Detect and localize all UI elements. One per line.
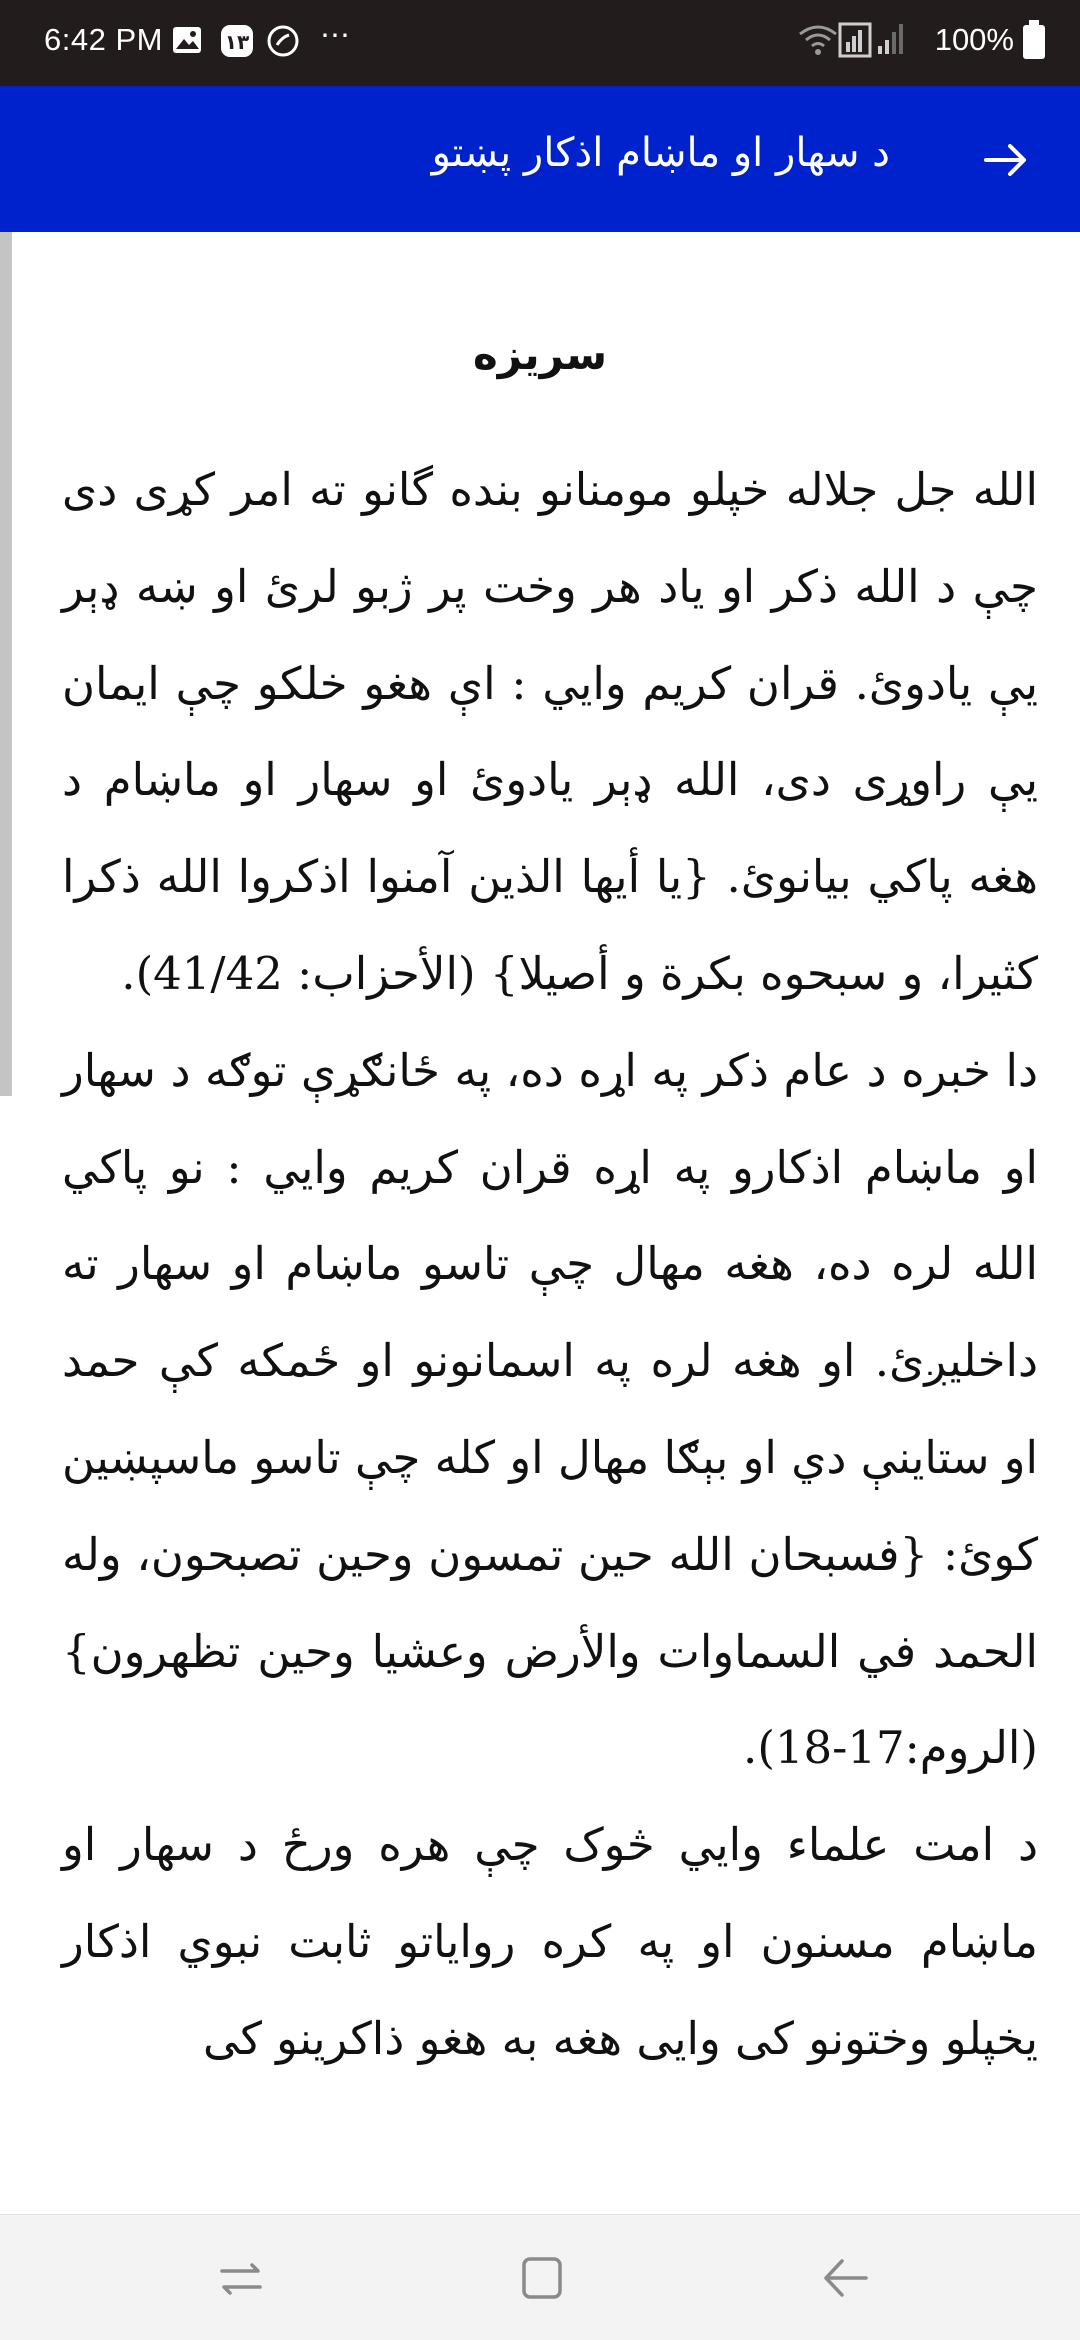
status-time: 6:42 PM: [44, 22, 163, 57]
paragraph: الله جل جلاله خپلو مومنانو بنده گانو ته امر کړی دی چې د الله ذکر او یاد هر وخت پر ژبو لرئ او ښه ډېر یې یادوئ. قران کریم وایي : اې هغو خلکو چې ایمان یې راوړی دی، الله ډېر یادوئ او سهار او ماښام د هغه پاکي بیانوئ. {یا أیها الذین آمنوا اذکروا الله ذکرا کثیرا، و سبحوه بکرة و أصیلا} (الأحزاب: 41/42).: [62, 463, 1038, 1000]
article-content[interactable]: [0, 232, 1080, 2214]
paragraph: د امت علماء وایي څوک چې هره ورځ د سهار او ماښام مسنون او په کره روایاتو ثابت نبوي اذکار یخپلو وختونو کی وایی هغه به هغو ذاکرینو کی: [62, 1818, 1038, 2065]
signal-icon: [838, 22, 904, 63]
arrow-right-icon: [976, 130, 1036, 190]
wifi-icon: [796, 22, 840, 63]
back-icon: [820, 2253, 870, 2303]
nav-back-button[interactable]: [820, 2253, 870, 2303]
back-button[interactable]: [976, 130, 1036, 190]
status-bar: [0, 0, 1080, 86]
phone-icon: [266, 24, 300, 63]
badge-icon: [220, 24, 254, 63]
battery-percent: 100%: [934, 22, 1014, 57]
navigation-bar: [0, 2214, 1080, 2340]
section-heading: سریزه: [472, 330, 608, 379]
recent-apps-icon: [216, 2253, 266, 2303]
recent-apps-button[interactable]: [216, 2253, 266, 2303]
article-body: [62, 442, 1038, 2088]
paragraph: دا خبره د عام ذکر په اړه ده، په ځانګړې توګه د سهار او ماښام اذکارو په اړه قران کریم وایي : نو پاکي الله لره ده، هغه مهال چې تاسو ماښام او سهار ته داخلیږئ. او هغه لره په اسمانونو او ځمکه کې حمد او ستاینې دي او بېګا مهال او کله چې تاسو ماسپښین کوئ: {فسبحان الله حین تمسون وحین تصبحون، وله الحمد في السماوات والأرض وعشیا وحین تظهرون} (الروم:17-18).: [62, 1043, 1038, 1775]
image-icon: [172, 26, 202, 59]
app-bar: [0, 86, 1080, 232]
home-icon: [518, 2253, 568, 2303]
overflow-icon: ⋯: [320, 19, 350, 52]
home-button[interactable]: [518, 2253, 568, 2303]
battery-icon: [1022, 20, 1046, 65]
app-title: د سهار او ماښام اذکار پښتو: [431, 130, 890, 176]
badge-text: ١٣: [224, 30, 250, 54]
